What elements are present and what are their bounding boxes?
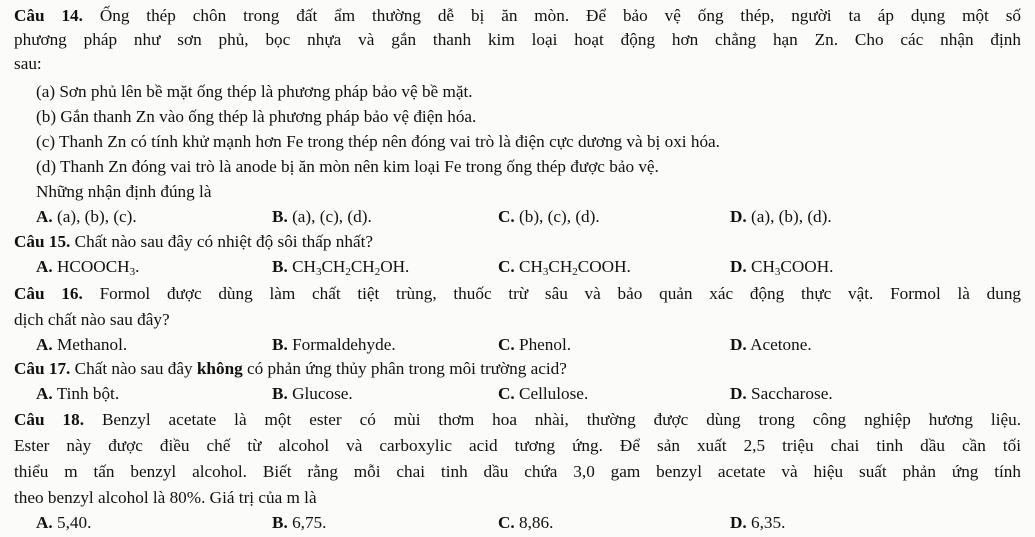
q15-option-b[interactable]: B. $CH_3CH_2CH_2OH$. [272,257,410,278]
q18-option-b[interactable]: B. 6,75. [272,513,327,532]
q15-number: Câu 15. [14,232,71,251]
q14-stem-line-1 [14,5,1021,26]
q14-statement-b: (b) Gắn thanh Zn vào ống thép là phương pháp bảo vệ điện hóa. [36,107,477,126]
q18-option-d[interactable]: D. 6,35. [730,513,786,532]
q14-stem-line-2: phương pháp như sơn phủ, bọc nhựa và gắn thanh kim loại hoạt động hơn chẳng hạn Zn. Cho các nhận định [14,30,1021,49]
q16-stem-line-2: dịch chất nào sau đây? [14,310,170,329]
q14-prompt: Những nhận định đúng là [36,182,212,201]
q14-option-c[interactable]: C. (b), (c), (d). [498,207,600,226]
q14-statement-a: (a) Sơn phủ lên bề mặt ống thép là phương pháp bảo vệ bề mặt. [36,82,473,101]
q16-option-d[interactable]: D. Acetone. [730,335,812,354]
q14-statement-d: (d) Thanh Zn đóng vai trò là anode bị ăn mòn nên kim loại Fe trong ống thép được bảo vệ. [36,157,659,176]
q18-number: Câu 18. [14,410,84,429]
q17-number: Câu 17. [14,359,71,378]
q14-option-d[interactable]: D. (a), (b), (d). [730,207,832,226]
q18-stem-line-4: theo benzyl alcohol là 80%. Giá trị của m là [14,488,317,507]
q15-option-c[interactable]: C. $CH_3CH_2COOH$. [498,257,631,278]
q16-number: Câu 16. [14,284,83,303]
q14-stem-text-1: Ống thép chôn trong đất ẩm thường dễ bị ăn mòn. Để bảo vệ ống thép, người ta áp dụng một số [99,6,1021,25]
q16-option-b[interactable]: B. Formaldehyde. [272,335,396,354]
q17-emphasis: không [196,359,243,378]
q14-statement-c: (c) Thanh Zn có tính khử mạnh hơn Fe trong thép nên đóng vai trò là điện cực dương và bị oxi hóa. [36,132,720,151]
q15-stem [14,231,1035,252]
q16-option-c[interactable]: C. Phenol. [498,335,572,354]
q17-option-b[interactable]: B. Glucose. [272,384,353,403]
q17-option-c[interactable]: C. Cellulose. [498,384,589,403]
q15-option-a[interactable]: A. $HCOOCH_3$. [36,257,140,278]
q17-option-a[interactable]: A. Tinh bột. [36,384,120,403]
q18-stem-line-2: Ester này được điều chế từ alcohol và carboxylic acid tương ứng. Để sản xuất 2,5 triệu chai tinh dầu cần tối [14,436,1021,455]
q18-stem-text-1: Benzyl acetate là một ester có mùi thơm hoa nhài, thường được dùng trong công nghiệp hương liệu. [101,410,1021,429]
q17-option-d[interactable]: D. Saccharose. [730,384,833,403]
q17-stem: Câu 17. Chất nào sau đây không có phản ứng thủy phân trong môi trường acid? [14,359,567,378]
q14-option-a[interactable]: A. (a), (b), (c). [36,207,137,226]
q15-option-d[interactable]: D. $CH_3COOH$. [730,257,834,278]
q16-stem-line-1 [14,283,1021,304]
q14-number: Câu 14. [14,6,83,25]
q18-option-c[interactable]: C. 8,86. [498,513,554,532]
q14-stem-line-3: sau: [14,54,42,73]
q16-option-a[interactable]: A. Methanol. [36,335,128,354]
q18-stem-line-3: thiểu m tấn benzyl alcohol. Biết rằng mỗi chai tinh dầu chứa 3,0 gam benzyl acetate và hiệu suất phản ứng tính [14,462,1021,481]
q18-stem-line-1 [14,409,1021,430]
q14-option-b[interactable]: B. (a), (c), (d). [272,207,372,226]
q15-stem-text: Chất nào sau đây có nhiệt độ sôi thấp nhất? [74,232,373,251]
q16-stem-text-1: Formol được dùng làm chất tiệt trùng, thuốc trừ sâu và bảo quản xác động thực vật. Formol là dung [99,284,1022,303]
q18-option-a[interactable]: A. 5,40. [36,513,92,532]
